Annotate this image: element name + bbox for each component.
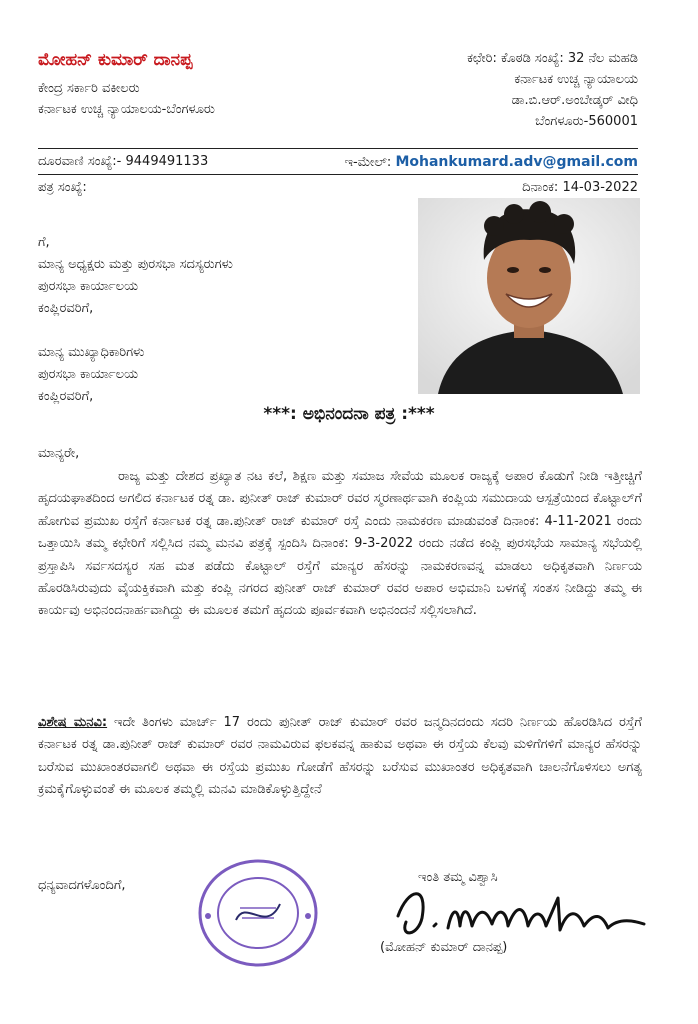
office-line: ಬೆಂಗಳೂರು-560001	[535, 114, 638, 129]
sender-name: ಮೋಹನ್ ಕುಮಾರ್ ದಾನಪ್ಪ	[38, 50, 193, 70]
signature	[388, 878, 648, 942]
phone-number: 9449491133	[125, 154, 209, 169]
special-request-label: ವಿಶೇಷ ಮನವಿ:	[38, 715, 108, 730]
office-line: ಕರ್ನಾಟಕ ಉಚ್ಚ ನ್ಯಾಯಾಲಯ	[514, 72, 638, 87]
portrait-photo	[418, 198, 640, 394]
email: ಇ-ಮೇಲ್: Mohankumard.adv@gmail.com	[344, 154, 638, 170]
divider	[38, 174, 638, 175]
signed-name: (ಮೋಹನ್ ಕುಮಾರ್ ದಾನಪ್ಪ)	[380, 940, 508, 955]
address-line: ಪುರಸಭಾ ಕಾರ್ಯಾಲಯ	[38, 367, 138, 382]
phone: ದೂರವಾಣಿ ಸಂಖ್ಯೆ:- 9449491133	[38, 154, 209, 169]
recipient-block-2	[38, 342, 144, 408]
sender-court: ಕರ್ನಾಟಕ ಉಚ್ಚ ನ್ಯಾಯಾಲಯ-ಬೆಂಗಳೂರು	[38, 102, 215, 117]
office-line: ಕಛೇರಿ: ಕೊಠಡಿ ಸಂಖ್ಯೆ: 32 ನೆಲ ಮಹಡಿ	[467, 51, 638, 66]
office-stamp	[196, 858, 320, 968]
letter-date: ದಿನಾಂಕ: 14-03-2022	[522, 180, 638, 195]
address-line: ಕಂಪ್ಲಿರವರಿಗೆ,	[38, 389, 94, 404]
body-paragraph	[38, 466, 642, 623]
letter-number-label: ಪತ್ರ ಸಂಖ್ಯೆ:	[38, 180, 87, 195]
closing-yours: ಇಂತಿ ತಮ್ಮ ವಿಶ್ವಾಸಿ	[418, 870, 498, 885]
special-request-paragraph	[38, 712, 642, 802]
salutation: ಮಾನ್ಯರೇ,	[38, 446, 80, 461]
closing-thanks: ಧನ್ಯವಾದಗಳೊಂದಿಗೆ,	[38, 878, 126, 893]
address-line: ಕಂಪ್ಲಿರವರಿಗೆ,	[38, 301, 94, 316]
sender-designation: ಕೇಂದ್ರ ಸರ್ಕಾರಿ ವಕೀಲರು	[38, 81, 140, 96]
recipient-block-1	[38, 232, 233, 320]
address-line: ಪುರಸಭಾ ಕಾರ್ಯಾಲಯ	[38, 279, 138, 294]
address-line: ಮಾನ್ಯ ಮುಖ್ಯಾಧಿಕಾರಿಗಳು	[38, 345, 145, 360]
body-text: ರಾಜ್ಯ ಮತ್ತು ದೇಶದ ಪ್ರಖ್ಯಾತ ನಟ ಕಲೆ, ಶಿಕ್ಷಣ ಮತ್ತು ಸಮಾಜ ಸೇವೆಯ ಮೂಲಕ ರಾಜ್ಯಕ್ಕೆ ಅಪಾರ ಕೊಡುಗೆ ನೀಡಿ ಇತ್ತೀಚ್ಚಿಗೆ ಹೃದಯಘಾತದಿಂದ ಅಗಲಿದ ಕರ್ನಾಟಕ ರತ್ನ ಡಾ. ಪುನೀತ್ ರಾಜ್ ಕುಮಾರ್ ರವರ ಸ್ಮರಣಾರ್ಥವಾಗಿ ಕಂಪ್ಲಿಯ ಸಮುದಾಯ ಆಸ್ಪತ್ರೆಯಿಂದ ಕೊಟ್ಟಾಲ್‌ಗೆ ಹೋಗುವ ಪ್ರಮುಖ ರಸ್ತೆಗೆ ಕರ್ನಾಟಕ ರತ್ನ ಡಾ.ಪುನೀತ್ ರಾಜ್ ಕುಮಾರ್ ರಸ್ತೆ ಎಂದು ನಾಮಕರಣ ಮಾಡುವಂತೆ ದಿನಾಂಕ: 4-11-2021 ರಂದು ಒತ್ತಾಯಿಸಿ ತಮ್ಮ ಕಛೇರಿಗೆ ಸಲ್ಲಿಸಿದ ನಮ್ಮ ಮನವಿ ಪತ್ರಕ್ಕೆ ಸ್ಪಂದಿಸಿ ದಿನಾಂಕ: 9-3-2022 ರಂದು ನಡೆದ ಕಂಪ್ಲಿ ಪುರಸಭೆಯ ಸಾಮಾನ್ಯ ಸಭೆಯಲ್ಲಿ ಪ್ರಸ್ತಾಪಿಸಿ ಸರ್ವಸದಸ್ಯರ ಸಹ ಮತ ಪಡೆದು ಕೊಟ್ಟಾಲ್ ರಸ್ತೆಗೆ ಮಾನ್ಯರ ಹೆಸರನ್ನು ನಾಮಕರಣವನ್ನ ಮಾಡಲು ಅಧಿಕೃತವಾಗಿ ನಿರ್ಣಯ ಹೊರಡಿಸಿರುವುದು ವೈಯಕ್ತಿಕವಾಗಿ ಮತ್ತು ಕಂಪ್ಲಿ ನಗರದ ಪುನೀತ್ ರಾಜ್ ಕುಮಾರ್ ರವರ ಅಪಾರ ಅಭಿಮಾನಿ ಬಳಗಕ್ಕೆ ಸಂತಸ ನೀಡಿದ್ದು ತಮ್ಮ ಈ ಕಾರ್ಯವು ಅಭಿನಂದನಾರ್ಹವಾಗಿದ್ದು ಈ ಮೂಲಕ ತಮಗೆ ಹೃದಯ ಪೂರ್ವಕವಾಗಿ ಅಭಿನಂದನೆ ಸಲ್ಲಿಸಲಾಗಿದೆ.	[38, 469, 642, 619]
reference-row	[38, 180, 638, 195]
sender-details	[38, 78, 215, 120]
office-line: ಡಾ.ಬಿ.ಆರ್.ಅಂಬೇಡ್ಕರ್ ವೀಧಿ	[511, 93, 638, 108]
email-address[interactable]: Mohankumard.adv@gmail.com	[395, 154, 638, 170]
special-request-text: ಇದೇ ತಿಂಗಳು ಮಾರ್ಚ್ 17 ರಂದು ಪುನೀತ್ ರಾಜ್ ಕುಮಾರ್ ರವರ ಜನ್ಮದಿನದಂದು ಸದರಿ ನಿರ್ಣಯ ಹೊರಡಿಸಿದ ರಸ್ತೆಗೆ ಕರ್ನಾಟಕ ರತ್ನ ಡಾ.ಪುನೀತ್ ರಾಜ್ ಕುಮಾರ್ ರವರ ನಾಮವಿರುವ ಫಲಕವನ್ನ ಹಾಕುವ ಅಥವಾ ಈ ರಸ್ತೆಯ ಕೆಲವು ಮಳಿಗೆಗಳಿಗೆ ಮಾನ್ಯರ ಹೆಸರನ್ನು ಬರೆಸುವ ಮುಖಾಂತರವಾಗಲಿ ಅಥವಾ ಈ ರಸ್ತೆಯ ಪ್ರಮುಖ ಗೋಡೆಗೆ ಹೆಸರನ್ನು ಬರೆಸುವ ಮುಖಾಂತರ ಅಧಿಕೃತವಾಗಿ ಚಾಲನೆಗೊಳಿಸಲು ಅಗತ್ಯ ಕ್ರಮಕೈಗೊಳ್ಳುವಂತೆ ಈ ಮೂಲಕ ತಮ್ಮಲ್ಲಿ ಮನವಿ ಮಾಡಿಕೊಳ್ಳುತ್ತಿದ್ದೇನೆ	[38, 715, 642, 798]
address-line: ಗೆ,	[38, 235, 50, 250]
office-address	[467, 48, 638, 132]
address-line: ಮಾನ್ಯ ಅಧ್ಯಕ್ಷರು ಮತ್ತು ಪುರಸಭಾ ಸದಸ್ಯರುಗಳು	[38, 257, 233, 272]
letter-subject: ***: ಅಭಿನಂದನಾ ಪತ್ರ :***	[263, 404, 435, 424]
divider	[38, 148, 638, 149]
